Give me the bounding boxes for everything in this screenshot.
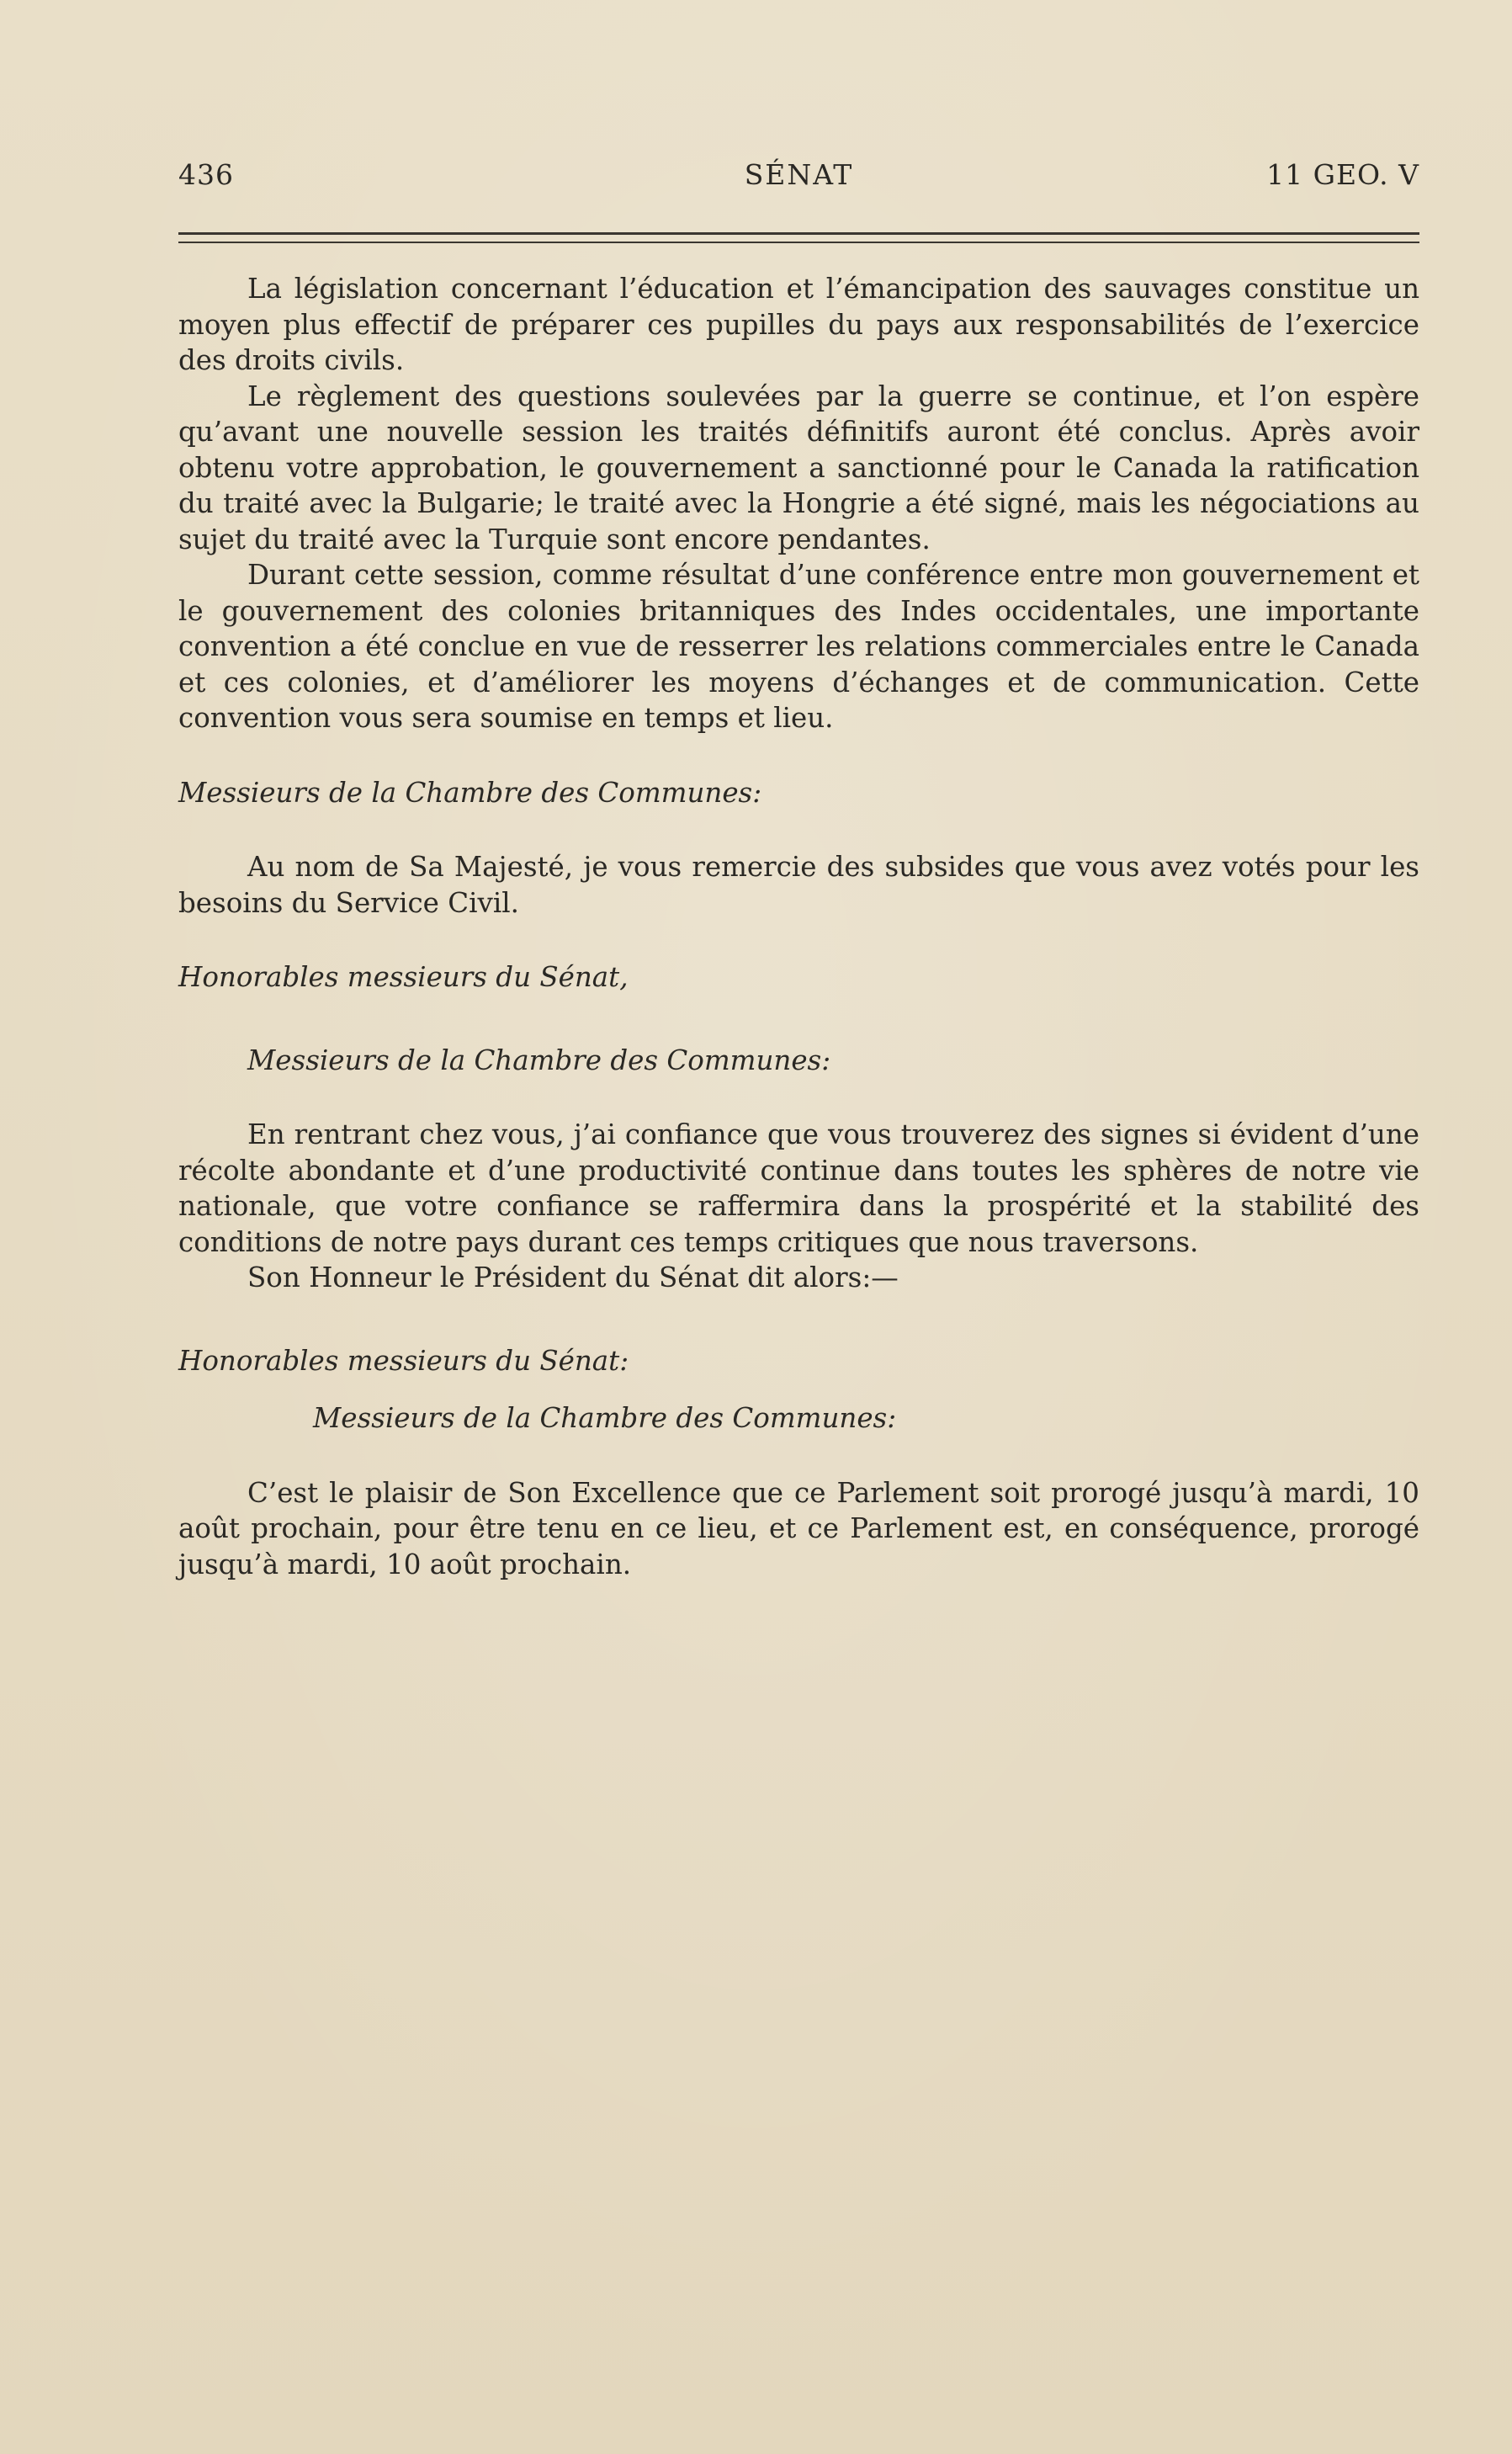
paragraph-supply: Au nom de Sa Majesté, je vous remercie des subsides que vous avez votés pour les besoins du Service Civil. (178, 851, 1419, 919)
page-header (178, 158, 1419, 200)
page-number: 436 (178, 158, 234, 191)
heading-senate-2: Honorables messieurs du Sénat: (178, 1344, 629, 1377)
header-rule-bottom (178, 242, 1419, 243)
heading-senate-1: Honorables messieurs du Sénat, (178, 961, 629, 993)
running-title: SÉNAT (744, 158, 854, 191)
session-label: 11 GEO. V (1266, 158, 1419, 191)
body-text (178, 271, 1419, 1582)
paragraph-speaker: Son Honneur le Président du Sénat dit alors:— (247, 1262, 899, 1293)
header-rule-top (178, 232, 1419, 235)
heading-commons-3: Messieurs de la Chambre des Communes: (313, 1402, 897, 1434)
paragraph-prorogation: C’est le plaisir de Son Excellence que ce Parlement soit prorogé jusqu’à mardi, 10 août prochain, pour être tenu en ce lieu, et ce Parlement est, en conséquence, prorogé jusqu’à mardi, 10 août prochain. (178, 1476, 1419, 1580)
heading-commons-1: Messieurs de la Chambre des Communes: (178, 776, 762, 809)
paragraph-harvest: En rentrant chez vous, j’ai confiance que vous trouverez des signes si évident d’une récolte abondante et d’une productivité continue dans toutes les sphères de notre vie nationale, que votre confiance se raffermira dans la prospérité et la stabilité des conditions de notre pays durant ces temps critiques que nous traversons. (178, 1118, 1419, 1258)
heading-commons-2: Messieurs de la Chambre des Communes: (247, 1044, 831, 1076)
paragraph-convention: Durant cette session, comme résultat d’une conférence entre mon gouvernement et le gouvernement des colonies britanniques des Indes occidentales, une importante convention a été conclue en vue de resserrer les relations commerciales entre le Canada et ces colonies, et d’améliorer les moyens d’échanges et de communication. Cette convention vous sera soumise en temps et lieu. (178, 559, 1419, 734)
paragraph-education: La législation concernant l’éducation et l’émancipation des sauvages constitue un moyen plus effectif de préparer ces pupilles du pays aux responsabilités de l’exercice des droits civils. (178, 273, 1419, 376)
paragraph-treaties: Le règlement des questions soulevées par la guerre se continue, et l’on espère qu’avant une nouvelle session les traités définitifs auront été conclus. Après avoir obtenu votre approbation, le gouvernement a sanctionné pour le Canada la ratification du traité avec la Bulgarie; le traité avec la Hongrie a été signé, mais les négociations au sujet du traité avec la Turquie sont encore pendantes. (178, 380, 1419, 555)
